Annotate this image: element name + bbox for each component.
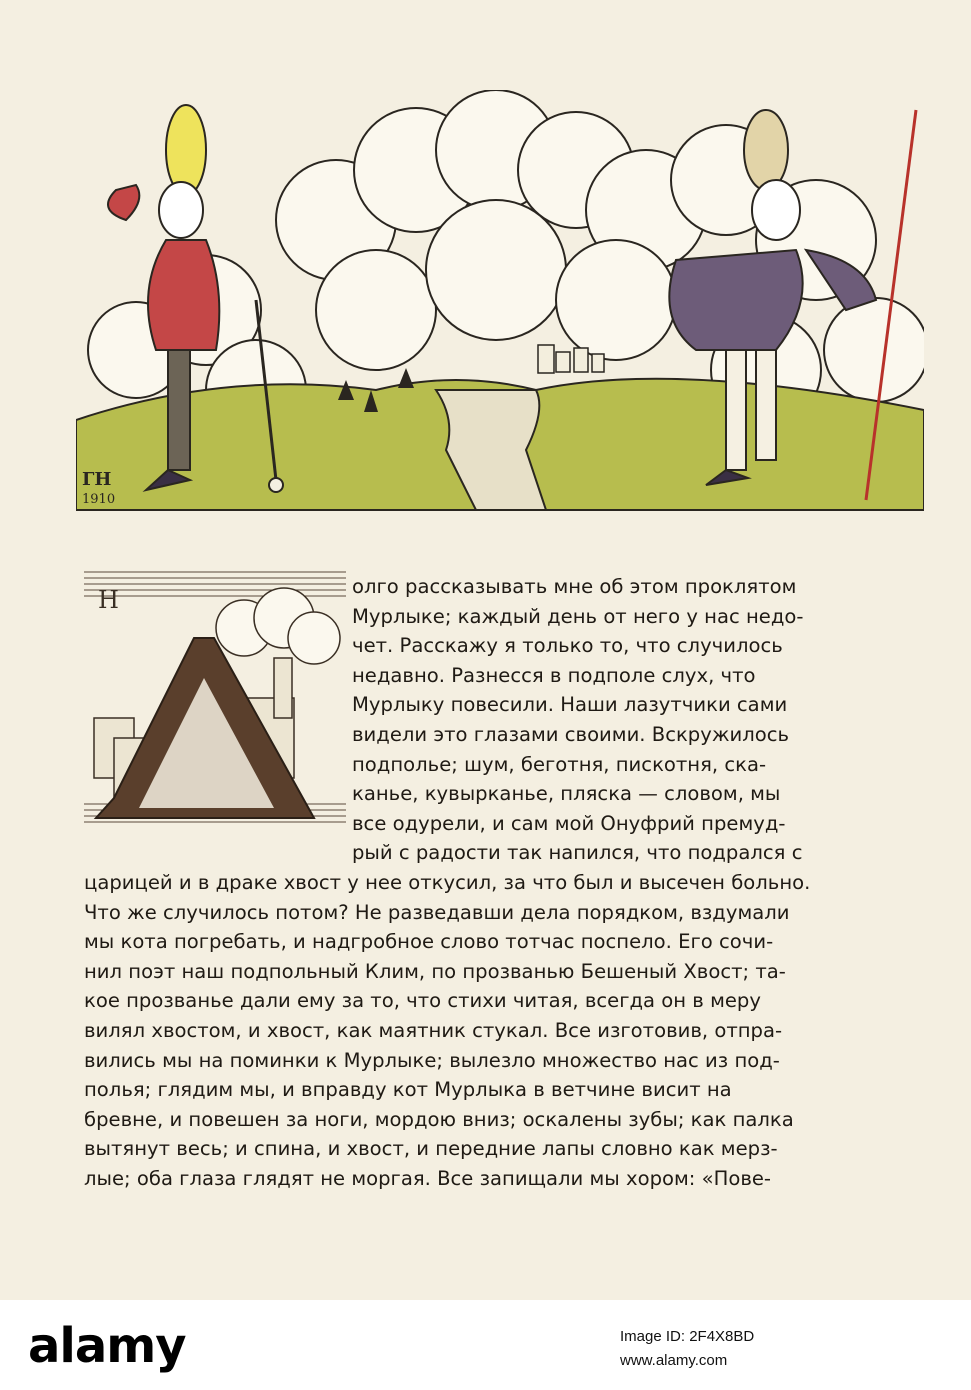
text-line: Мурлыку повесили. Наши лазутчики сами: [352, 693, 788, 717]
text-line: мы кота погребать, и надгробное слово тотчас поспело. Его сочи-: [84, 930, 774, 954]
text-line: вилял хвостом, и хвост, как маятник стукал. Все изготовив, отпра-: [84, 1018, 783, 1042]
text-line: канье, кувырканье, пляска — словом, мы: [352, 782, 781, 806]
illustration-year: 1910: [82, 492, 116, 507]
text-line: кое прозванье дали ему за то, что стихи читая, всегда он в меру: [84, 989, 761, 1013]
text-line: Мурлыке; каждый день от него у нас недо-: [352, 604, 804, 628]
drop-cap-mark: Н: [98, 586, 119, 614]
text-line: вились мы на поминки к Мурлыке; вылезло множество нас из под-: [84, 1048, 780, 1072]
text-line: видели это глазами своими. Вскружилось: [352, 722, 790, 746]
watermark-footer: [0, 1300, 971, 1390]
text-line: олго рассказывать мне об этом проклятом: [352, 575, 797, 598]
text-line: полья; глядим мы, и вправду кот Мурлыка в ветчине висит на: [84, 1078, 732, 1102]
text-full-width: [84, 868, 884, 1194]
image-id: Image ID: 2F4X8BD: [620, 1328, 755, 1345]
text-line: нил поэт наш подпольный Клим, по прозванью Бешеный Хвост; та-: [84, 959, 786, 983]
text-line: вытянут весь; и спина, и хвост, и передние лапы словно как мерз-: [84, 1137, 778, 1161]
text-line: бревне, и повешен за ноги, мордою вниз; оскалены зубы; как палка: [84, 1107, 794, 1131]
drop-cap: [84, 568, 346, 830]
two-mice-pilgrims-illustration-icon: [76, 90, 924, 520]
text-line: лые; оба глаза глядят не моргая. Все запищали мы хором: «Пове-: [84, 1166, 771, 1190]
text-line: чет. Расскажу я только то, что случилось: [352, 634, 783, 658]
text-line: рый с радости так напился, что подрался с: [352, 841, 803, 865]
town-drop-cap-icon: [84, 568, 346, 830]
illustration-monogram: ГН: [82, 469, 112, 490]
footer-url: www.alamy.com: [620, 1352, 728, 1369]
text-line: Что же случилось потом? Не разведавши дела порядком, вздумали: [84, 900, 790, 924]
text-line: недавно. Разнесся в подполе слух, что: [352, 663, 756, 687]
text-line: подполье; шум, беготня, пискотня, ска-: [352, 752, 767, 776]
alamy-logo: alamy: [28, 1318, 186, 1374]
text-beside-drop-cap: [352, 572, 884, 868]
text-line: царицей и в драке хвост у нее откусил, за что был и высечен больно.: [84, 871, 811, 894]
illustration: [76, 90, 924, 520]
text-line: все одурели, и сам мой Онуфрий премуд-: [352, 811, 786, 835]
